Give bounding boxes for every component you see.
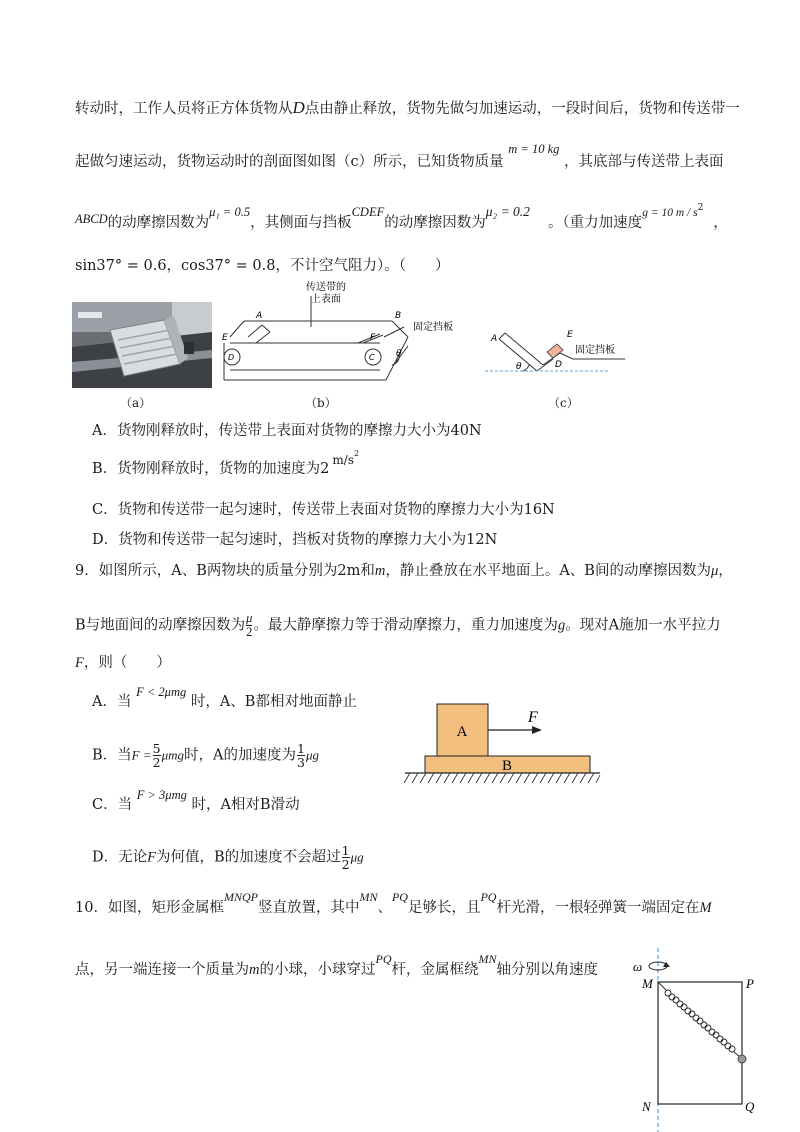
label-f: F: [528, 709, 538, 726]
unit: m/s: [332, 453, 354, 467]
numerator: 1: [296, 741, 305, 756]
label-belt-surface-1: 传送带的: [306, 282, 346, 293]
math: F: [75, 655, 84, 671]
q9-option-d: [92, 844, 364, 871]
q9-figure-blocks: [400, 700, 605, 790]
fraction: [153, 742, 161, 769]
text: C．当: [92, 797, 133, 813]
denominator: 2: [341, 857, 350, 872]
label-a: A: [456, 724, 468, 740]
text: sin37° = 0.6，cos37° = 0.8，不计空气阻力）。（ ）: [75, 258, 450, 274]
q8-option-d: D．货物和传送带一起匀速时，挡板对货物的摩擦力大小为12N: [92, 532, 498, 548]
math: g: [557, 617, 566, 634]
q8-option-a: A．货物刚释放时，传送带上表面对货物的摩擦力大小为40N: [92, 423, 482, 439]
label-E: E: [567, 330, 573, 340]
q9-stem-line-3: [75, 653, 171, 673]
label-fixed-baffle: 固定挡板: [575, 345, 615, 356]
math: m: [249, 962, 260, 978]
intro-line-3: [75, 203, 728, 235]
text: 的动摩擦因数为: [384, 215, 486, 231]
text: 点由静止释放，货物先做匀加速运动，一段时间后，货物和传送带一: [304, 101, 740, 117]
label-F: F: [370, 333, 376, 343]
text: 足够长，且: [407, 900, 481, 916]
text: 的动摩擦因数为: [107, 215, 210, 231]
text: 。最大静摩擦力等于滑动摩擦力，重力加速度为: [253, 617, 558, 634]
force-arrowhead: [532, 726, 542, 734]
text: 轴分别以角速度: [496, 962, 598, 978]
ball: [738, 1055, 746, 1063]
math: μmg: [161, 747, 184, 763]
label-b: B: [501, 758, 513, 774]
q10-stem-line-1: [75, 890, 712, 918]
label-belt-surface-2: 上表面: [311, 294, 341, 305]
text: 起做匀速运动，货物运动时的剖面图如图（c）所示，已知货物质量: [75, 154, 504, 170]
text: D．无论: [92, 849, 148, 866]
label-p: P: [746, 976, 754, 991]
text: A．当: [92, 694, 132, 710]
text: 杆光滑，一根轻弹簧一端固定在: [496, 900, 700, 916]
text: ，: [713, 215, 728, 231]
label-E: E: [222, 333, 228, 343]
ground-hatching: [404, 773, 600, 783]
face-label: ABCD: [75, 212, 108, 226]
spring: [658, 982, 740, 1057]
text: 点，另一端连接一个质量为: [75, 962, 249, 978]
label-A: A: [256, 311, 263, 321]
math: PQ: [375, 952, 392, 966]
cargo-box: [547, 344, 563, 358]
intro-line-4: [75, 256, 449, 276]
label-theta: θ: [516, 362, 522, 372]
math: m: [374, 563, 386, 579]
math: PQ: [391, 890, 408, 904]
math: PQ: [480, 890, 497, 904]
math: 2m: [337, 563, 361, 579]
numerator: 1: [341, 843, 350, 858]
q9-stem-line-2: [75, 612, 721, 639]
intro-line-1: [75, 98, 740, 119]
math: MN: [359, 890, 378, 904]
math: M: [699, 900, 712, 916]
caption-a: （a）: [120, 396, 152, 410]
math: F =: [131, 747, 152, 763]
text: 为何值，B的加速度不会超过: [156, 849, 341, 866]
intro-line-2: [75, 142, 724, 172]
q10-stem-line-2: [75, 952, 598, 980]
mass-formula: m = 10 kg: [508, 142, 560, 156]
math: F: [147, 849, 156, 866]
figure-a-photo: [72, 302, 212, 388]
label-D: D: [228, 353, 235, 362]
math: MNQP: [223, 890, 258, 904]
text: 杆，金属框绕: [391, 962, 479, 978]
label-n: N: [642, 1099, 651, 1114]
numerator: 5: [152, 741, 161, 756]
figure-b-conveyor: [218, 280, 468, 392]
fraction: [297, 742, 305, 769]
label-D: D: [555, 360, 562, 370]
point-label: D: [292, 98, 305, 117]
condition: F > 3μmg: [136, 788, 187, 802]
math: MN: [478, 952, 497, 966]
numerator: μ: [246, 611, 253, 625]
superscript: 2: [353, 449, 360, 458]
denominator: 2: [246, 625, 253, 639]
text: 时，A相对B滑动: [191, 797, 300, 813]
text: 和: [360, 563, 375, 579]
label-A: A: [491, 334, 498, 344]
q9-option-a: [92, 685, 357, 712]
text: 转动时，工作人员将正方体货物从: [75, 101, 293, 117]
label-theta: θ: [396, 349, 402, 359]
math: μ: [710, 563, 719, 579]
text: 、: [377, 900, 392, 916]
mu1-formula: μ₁ = 0.5: [209, 205, 251, 219]
fraction: [342, 844, 350, 871]
caption-b: （b）: [305, 396, 337, 410]
text: 时，A、B都相对地面静止: [190, 694, 357, 710]
text: 竖直放置，其中: [257, 900, 360, 916]
text: 9．如图所示，A、B两物块的质量分别为: [75, 563, 338, 579]
label-omega: ω: [633, 959, 643, 974]
mu2-formula: μ₂ = 0.2: [485, 204, 530, 219]
q8-option-c: C．货物和传送带一起匀速时，传送带上表面对货物的摩擦力大小为16N: [92, 502, 555, 518]
q9-option-c: [92, 788, 300, 815]
condition: F < 2μmg: [136, 685, 187, 699]
q10-figure-frame: [628, 948, 768, 1132]
label-fixed-baffle: 固定挡板: [413, 322, 453, 333]
text: 。现对A施加一水平拉力: [565, 617, 721, 634]
text: B．货物刚释放时，货物的加速度为2: [92, 461, 330, 477]
text: ，静止叠放在水平地面上。A、B间的动摩擦因数为: [385, 563, 711, 579]
label-q: Q: [745, 1099, 755, 1114]
label-B: B: [395, 311, 402, 321]
math: μg: [350, 849, 364, 865]
g-formula: g = 10 m / s: [642, 207, 698, 219]
label-C: C: [369, 353, 375, 362]
face-label: CDEF: [351, 205, 385, 219]
text: B．当: [92, 747, 132, 764]
caption-c: （c）: [548, 396, 579, 410]
superscript: 2: [697, 203, 704, 213]
text: ，: [718, 563, 733, 579]
text: 的小球，小球穿过: [259, 962, 376, 978]
text: ，其底部与传送带上表面: [563, 154, 724, 170]
text: ，则（ ）: [83, 655, 171, 671]
text: 。（重力加速度: [547, 215, 643, 231]
denominator: 3: [296, 755, 305, 770]
text: 10．如图，矩形金属框: [75, 900, 224, 916]
denominator: 2: [152, 755, 161, 770]
q8-option-b: [92, 449, 360, 481]
figure-c-cross-section: [485, 325, 635, 380]
text: 时，A的加速度为: [184, 747, 296, 764]
math: μg: [305, 747, 319, 763]
fraction: [246, 612, 252, 639]
label-m: M: [642, 976, 653, 991]
q9-option-b: [92, 742, 319, 769]
text: ，其侧面与挡板: [250, 215, 352, 231]
q9-stem-line-1: [75, 561, 733, 581]
text: B与地面间的动摩擦因数为: [75, 617, 246, 634]
